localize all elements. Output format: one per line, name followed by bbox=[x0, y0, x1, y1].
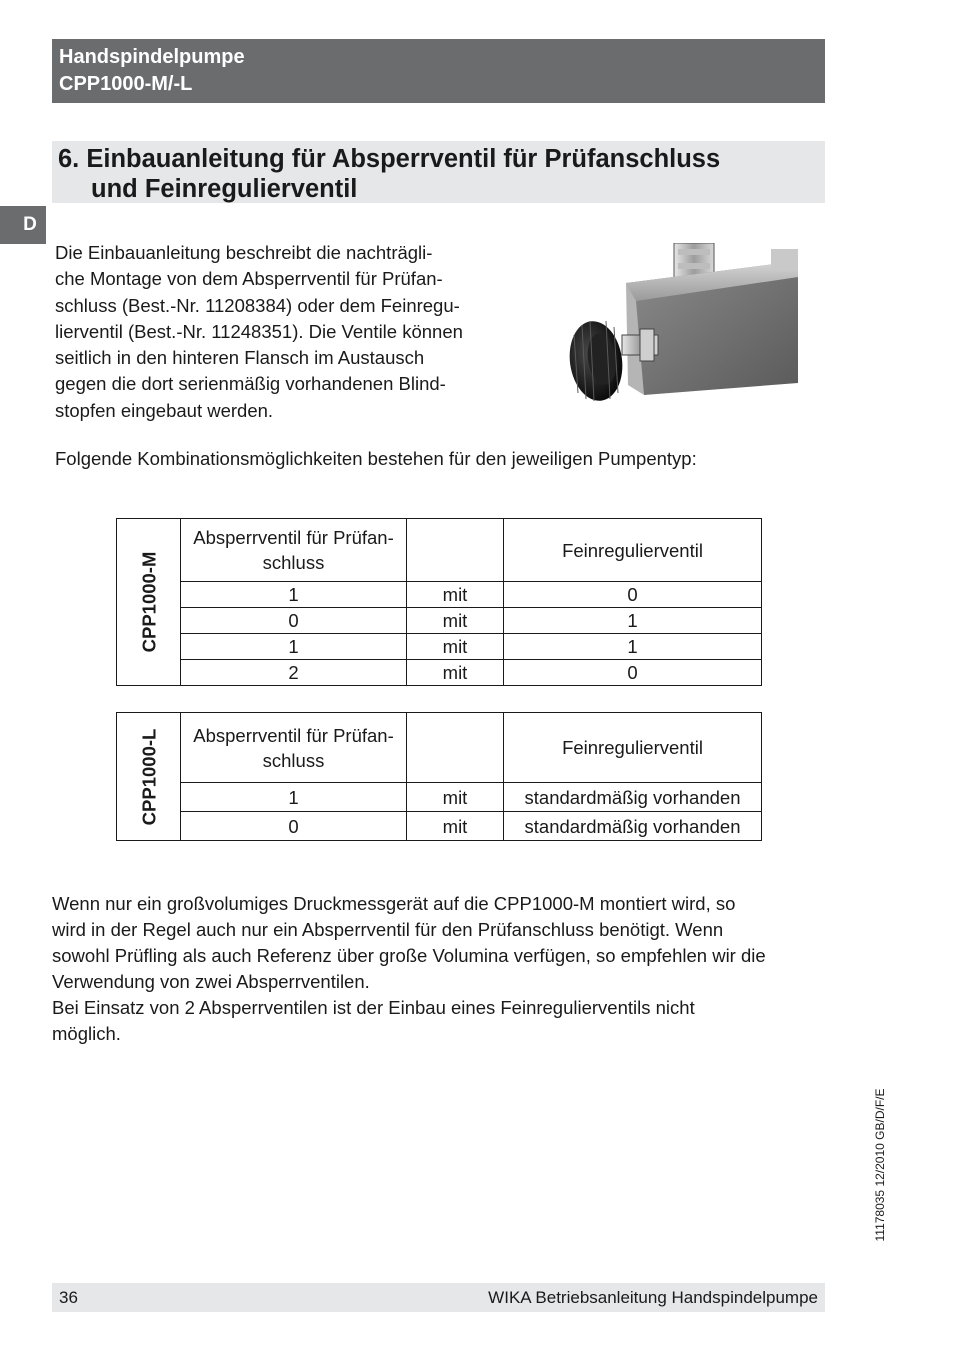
closing-paragraph bbox=[52, 891, 766, 1047]
model-cell bbox=[117, 713, 181, 841]
closing-line: wird in der Regel auch nur ein Absperrventil für den Prüfanschluss benötigt. Wenn bbox=[52, 919, 724, 940]
intro-line: Die Einbauanleitung beschreibt die nachträgli- bbox=[55, 242, 433, 263]
document-code: 11178035 12/2010 GB/D/F/E bbox=[873, 1088, 887, 1242]
cell-shutoff-count: 1 bbox=[181, 783, 407, 812]
model-label: CPP1000-M bbox=[138, 551, 159, 653]
header-empty bbox=[407, 713, 504, 783]
section-heading bbox=[52, 141, 825, 203]
header-shutoff-valve-line1: Absperrventil für Prüfan- bbox=[193, 724, 394, 746]
table-header-row bbox=[117, 713, 762, 783]
intro-line: stopfen eingebaut werden. bbox=[55, 399, 274, 421]
intro-line: seitlich in den hinteren Flansch im Austausch bbox=[55, 347, 425, 369]
cell-fine-count: 1 bbox=[504, 634, 762, 660]
cell-with: mit bbox=[407, 634, 504, 660]
table-row bbox=[117, 812, 762, 841]
cell-fine-count: 0 bbox=[504, 660, 762, 686]
closing-line: Verwendung von zwei Absperrventilen. bbox=[52, 971, 370, 992]
footer-title: WIKA Betriebsanleitung Handspindelpumpe bbox=[488, 1288, 818, 1307]
model-cell bbox=[117, 519, 181, 686]
cell-with: mit bbox=[407, 582, 504, 608]
cell-with: mit bbox=[407, 660, 504, 686]
language-tab: D bbox=[0, 206, 46, 244]
intro-paragraph bbox=[55, 240, 525, 424]
closing-line: möglich. bbox=[52, 1023, 121, 1044]
cell-shutoff-count: 0 bbox=[181, 608, 407, 634]
header-title: Handspindelpumpe bbox=[59, 46, 245, 68]
intro-line: gegen die dort serienmäßig vorhandenen Blind- bbox=[55, 373, 446, 395]
table-row bbox=[117, 634, 762, 660]
table-row bbox=[117, 660, 762, 686]
header-fine-valve: Feinregulierventil bbox=[504, 519, 762, 582]
valve-photo bbox=[566, 243, 798, 403]
cell-shutoff-count: 1 bbox=[181, 582, 407, 608]
cell-shutoff-count: 0 bbox=[181, 812, 407, 841]
header-shutoff-valve-line2: schluss bbox=[262, 552, 325, 573]
cell-shutoff-count: 1 bbox=[181, 634, 407, 660]
table-row bbox=[117, 582, 762, 608]
document-header bbox=[52, 39, 825, 103]
header-model: CPP1000-M/-L bbox=[59, 73, 193, 95]
section-heading-line1: 6. Einbauanleitung für Absperrventil für Prüfanschluss bbox=[58, 145, 721, 173]
cell-with: mit bbox=[407, 812, 504, 841]
cell-fine-status: standardmäßig vorhanden bbox=[504, 783, 762, 812]
table-header-row bbox=[117, 519, 762, 582]
page-number: 36 bbox=[59, 1288, 78, 1307]
cell-fine-status: standardmäßig vorhanden bbox=[504, 812, 762, 841]
intro-line: schluss (Best.-Nr. 11208384) oder dem Feinregu- bbox=[55, 294, 460, 316]
header-shutoff-valve-line2: schluss bbox=[262, 749, 325, 771]
combinations-intro: Folgende Kombinationsmöglichkeiten bestehen für den jeweiligen Pumpentyp: bbox=[55, 448, 697, 469]
model-label: CPP1000-L bbox=[138, 728, 159, 825]
header-shutoff-valve-line1: Absperrventil für Prüfan- bbox=[193, 527, 394, 548]
cell-with: mit bbox=[407, 783, 504, 812]
header-fine-valve: Feinregulierventil bbox=[504, 713, 762, 783]
cell-shutoff-count: 2 bbox=[181, 660, 407, 686]
header-empty bbox=[407, 519, 504, 582]
combination-table-cpp1000-l bbox=[116, 712, 762, 841]
combination-table-cpp1000-m bbox=[116, 518, 762, 686]
header-shutoff-valve bbox=[181, 519, 407, 582]
closing-line: Wenn nur ein großvolumiges Druckmessgerät auf die CPP1000-M montiert wird, so bbox=[52, 893, 736, 914]
cell-fine-count: 0 bbox=[504, 582, 762, 608]
intro-line: lierventil (Best.-Nr. 11248351). Die Ventile können bbox=[55, 320, 463, 342]
header-shutoff-valve bbox=[181, 713, 407, 783]
page-footer bbox=[52, 1283, 825, 1312]
cell-fine-count: 1 bbox=[504, 608, 762, 634]
closing-line: sowohl Prüfling als auch Referenz über große Volumina verfügen, so empfehlen wir die bbox=[52, 945, 766, 966]
closing-line: Bei Einsatz von 2 Absperrventilen ist der Einbau eines Feinregulierventils nicht bbox=[52, 997, 695, 1018]
intro-line: che Montage von dem Absperrventil für Prüfan- bbox=[55, 268, 443, 290]
section-heading-line2: und Feinregulierventil bbox=[91, 175, 358, 203]
table-row bbox=[117, 783, 762, 812]
cell-with: mit bbox=[407, 608, 504, 634]
table-row bbox=[117, 608, 762, 634]
